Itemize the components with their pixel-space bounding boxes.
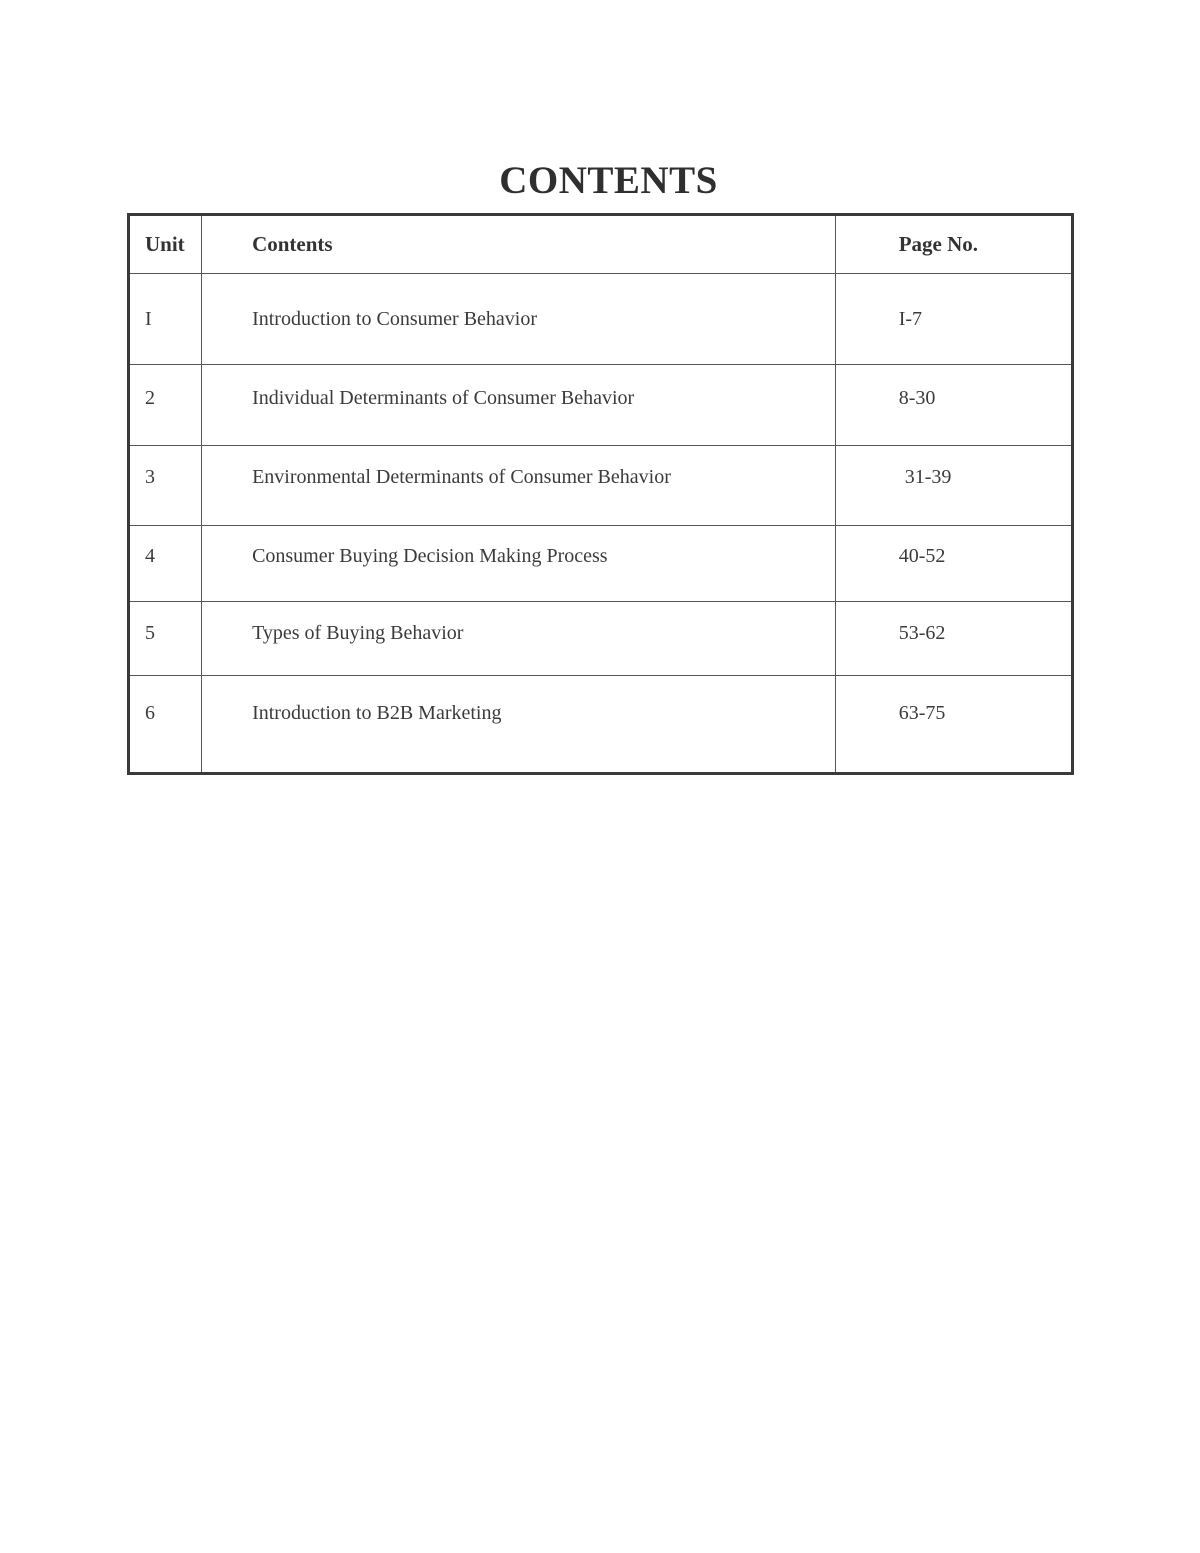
table-row [129, 526, 1073, 602]
header-contents: Contents [202, 215, 836, 274]
contents-cell [202, 446, 836, 526]
table-header-row [129, 215, 1073, 274]
unit-title: Introduction to B2B Marketing [252, 702, 502, 724]
page-range: I-7 [898, 308, 923, 330]
table-row [129, 274, 1073, 365]
header-page-no: Page No. [835, 215, 1072, 274]
unit-number: 6 [145, 702, 155, 724]
page-cell [835, 365, 1072, 446]
page-range: 31-39 [904, 466, 952, 488]
contents-cell [202, 526, 836, 602]
page-title: CONTENTS [499, 159, 718, 202]
page-range: 53-62 [898, 622, 946, 644]
unit-cell [129, 526, 202, 602]
page-range: 40-52 [898, 545, 946, 567]
unit-title: Consumer Buying Decision Making Process [252, 545, 608, 567]
unit-cell [129, 365, 202, 446]
page-cell [835, 526, 1072, 602]
page-range: 8-30 [898, 387, 936, 409]
unit-number: 3 [145, 466, 155, 488]
table-row [129, 446, 1073, 526]
unit-cell [129, 446, 202, 526]
contents-cell [202, 602, 836, 676]
unit-cell [129, 602, 202, 676]
contents-table [127, 213, 1074, 775]
unit-cell [129, 274, 202, 365]
unit-cell [129, 676, 202, 774]
page-cell [835, 676, 1072, 774]
unit-number: 5 [145, 622, 155, 644]
table-row [129, 365, 1073, 446]
table-row [129, 676, 1073, 774]
header-unit: Unit [129, 215, 202, 274]
page-cell [835, 446, 1072, 526]
unit-number: 4 [145, 545, 155, 567]
page-range: 63-75 [898, 702, 946, 724]
unit-title: Introduction to Consumer Behavior [252, 308, 538, 330]
page-cell [835, 602, 1072, 676]
contents-cell [202, 365, 836, 446]
unit-number: I [145, 308, 152, 330]
unit-title: Environmental Determinants of Consumer Behavior [252, 466, 671, 488]
table-row [129, 602, 1073, 676]
unit-title: Individual Determinants of Consumer Behavior [252, 387, 635, 409]
contents-cell [202, 274, 836, 365]
page-cell [835, 274, 1072, 365]
contents-cell [202, 676, 836, 774]
unit-number: 2 [145, 387, 155, 409]
unit-title: Types of Buying Behavior [252, 622, 464, 644]
